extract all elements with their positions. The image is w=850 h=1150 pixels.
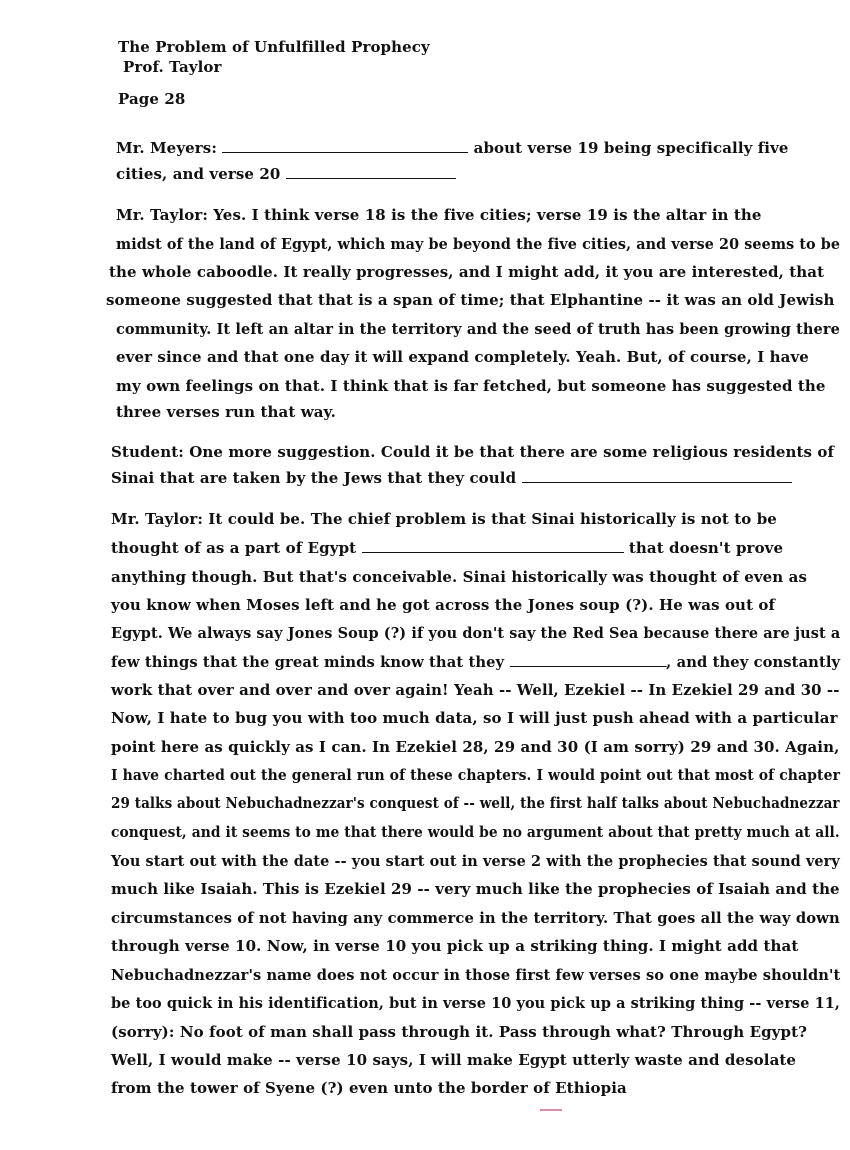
text-line: (sorry): No foot of man shall pass through it. Pass through what? Through Egypt? [111,1023,808,1041]
text-line: Student: One more suggestion. Could it be that there are some religious residents of [111,443,835,461]
text-line: someone suggested that that is a span of time; that Elphantine -- it was an old Jewish [106,291,835,309]
text-line: thought of as a part of Egypt that doesn't prove [111,539,784,557]
doc-title: The Problem of Unfulfilled Prophecy [118,38,430,56]
text-line: community. It left an altar in the territory and the seed of truth has been growing there [116,320,840,338]
text-line: I have charted out the general run of these chapters. I would point out that most of chapter [111,766,841,784]
text-line: anything though. But that's conceivable. Sinai historically was thought of even as [111,568,807,586]
text-line: Mr. Taylor: Yes. I think verse 18 is the five cities; verse 19 is the altar in the [116,206,762,224]
text-line: work that over and over and over again! Yeah -- Well, Ezekiel -- In Ezekiel 29 and 30 -- [111,681,840,699]
blank-line [222,138,468,153]
text-line: cities, and verse 20 [116,164,456,184]
text-line: Well, I would make -- verse 10 says, I will make Egypt utterly waste and desolate [111,1051,797,1069]
text-line: from the tower of Syene (?) even unto the border of Ethiopia [111,1079,627,1097]
margin-mark [540,1109,562,1111]
text-line: much like Isaiah. This is Ezekiel 29 -- very much like the prophecies of Isaiah and the [111,880,840,898]
text-line: Nebuchadnezzar's name does not occur in those first few verses so one maybe shouldn't [111,966,841,984]
blank-line [362,538,624,553]
blank-line [522,468,792,483]
text-line: Sinai that are taken by the Jews that they could [111,468,792,488]
text-line: You start out with the date -- you start out in verse 2 with the prophecies that sound very [111,852,840,870]
text-line: through verse 10. Now, in verse 10 you pick up a striking thing. I might add that [111,937,799,955]
page-number: Page 28 [118,90,186,108]
text-line: 29 talks about Nebuchadnezzar's conquest of -- well, the first half talks about Nebuchadnezzar [111,794,840,812]
text-line: midst of the land of Egypt, which may be beyond the five cities, and verse 20 seems to be [116,235,841,253]
text-line: the whole caboodle. It really progresses, and I might add, it you are interested, that [109,263,825,281]
blank-line [509,652,666,667]
text-line: my own feelings on that. I think that is far fetched, but someone has suggested the [116,377,826,395]
text-line: point here as quickly as I can. In Ezekiel 28, 29 and 30 (I am sorry) 29 and 30. Again, [111,738,840,756]
text-line: ever since and that one day it will expand completely. Yeah. But, of course, I have [116,348,809,366]
text-line: Mr. Taylor: It could be. The chief problem is that Sinai historically is not to be [111,510,777,528]
text-line: three verses run that way. [116,403,336,421]
text-line: you know when Moses left and he got across the Jones soup (?). He was out of [111,596,776,614]
text-line: Egypt. We always say Jones Soup (?) if you don't say the Red Sea because there are just a [111,624,841,642]
blank-line [286,164,456,179]
text-line: Now, I hate to bug you with too much data, so I will just push ahead with a particular [111,709,838,727]
text-line: circumstances of not having any commerce in the territory. That goes all the way down [111,909,840,927]
text-line: be too quick in his identification, but in verse 10 you pick up a striking thing -- verse 11, [111,994,841,1012]
text-line: conquest, and it seems to me that there would be no argument about that pretty much at all. [111,823,840,841]
text-line: few things that the great minds know that they , and they constantly [111,653,841,671]
doc-author: Prof. Taylor [123,58,222,76]
text-line: Mr. Meyers: about verse 19 being specifically five [116,139,789,157]
